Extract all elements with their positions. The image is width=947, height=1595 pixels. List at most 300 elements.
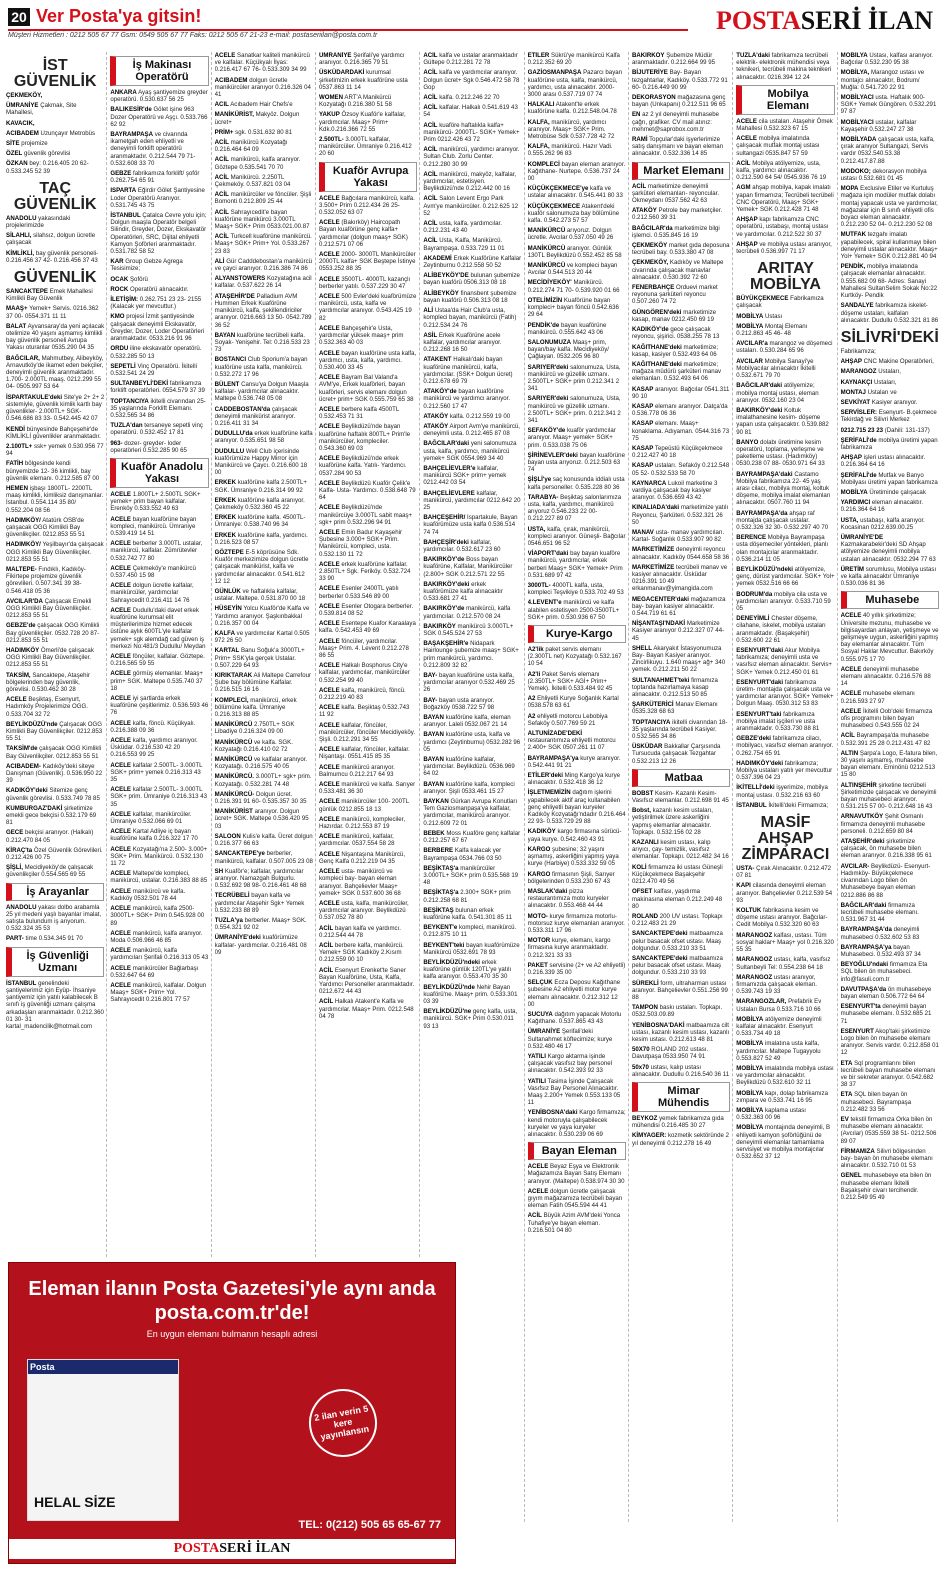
ad-keyword: MANİKÜRCÜ xyxy=(527,227,566,235)
column-1 xyxy=(6,52,107,1257)
classified-ad xyxy=(632,701,730,715)
newspaper-title: Posta xyxy=(28,1360,178,1374)
ad-body: Uzunçayır Metrobüs xyxy=(40,129,96,137)
ad-body: Makyöz. Dolgun ücret+ xyxy=(214,111,300,126)
classified-ad xyxy=(6,805,104,827)
ad-body: 2.300+ SGK+ prim 0.212.258 68 81 xyxy=(423,889,511,904)
ad-body: işbaşı 1800TL- 2200TL maaş kimlikli, kimliksiz danışmanlar. İstanbul. 0.554.114 35 80/ 0.552.204 08 56 xyxy=(6,484,104,514)
ad-keyword: ACELE xyxy=(318,637,340,645)
ad-keyword: BAĞCILAR'daki xyxy=(423,440,470,448)
classified-ad xyxy=(110,422,208,436)
category-heading: Muhasebe xyxy=(841,591,939,609)
classified-ad xyxy=(632,839,730,861)
classified-ad xyxy=(6,904,104,933)
ad-body: Şehit Osmanlı firmamıza deneyimli muhasebe personeli. 0.212.659 80 84 xyxy=(840,813,925,835)
ad-body: Kalfa kalacak yer Bayrampaşa 0534.766 03 50 xyxy=(423,847,502,862)
ad-body: dağıtım yapacak Motorlu Kağıthane. 0.537.865 43 43 xyxy=(527,1010,622,1026)
ad-keyword: ALİBEYKÖY'DE xyxy=(423,272,469,280)
classified-ad xyxy=(841,399,939,406)
ad-body: matbaamıza pelur basacak ofset ustası. Maaş dolgundur. 0.533.210 33 51 xyxy=(631,930,723,952)
ad-body: usta- manav yardımcıları. Kartal- Soğanlık 0.533.907 90 82 xyxy=(631,528,725,544)
ad-body: kuaförüne kalfa, kompleci aranıyor. Şişli 0533.461 15 27 xyxy=(423,780,515,795)
ad-body: Manikürcü. 0.212.274 71 70- 0.539.920 01 66 xyxy=(527,279,620,294)
classified-ad xyxy=(736,956,834,970)
classified-ad xyxy=(736,679,834,708)
ad-body: Bağcılara manikürcü, kalfa. 3.500+ Prim 0.212.434 26 25- 0.532.052 63 07 xyxy=(318,194,415,217)
ad-body: Kadıköy ve Maltepe civarında çalışacak manavlar alınacaktır. 0.530.392 72 60 xyxy=(631,259,724,281)
classified-ad xyxy=(6,130,104,137)
ad-keyword: AVCILAR'DA xyxy=(6,597,43,605)
ad-body: Pazarcı bayan kuaförüne usta, kalfa, manikürcü, yardımcı, usta alınacaktır. 2000- 3000 arası 0.537.719 07 74 xyxy=(527,69,623,99)
ad-body: 4000TL kalfa, usta, kompleci Teşvikiye 0.533.702 49 53 xyxy=(527,582,624,597)
classified-ad xyxy=(528,364,626,393)
ad-keyword: ACELE xyxy=(110,653,131,660)
ad-keyword: TECRÜBELİ xyxy=(214,892,250,900)
classified-ad xyxy=(841,732,939,746)
ad-keyword: GENEL xyxy=(840,1172,862,1180)
classified-ad xyxy=(736,932,834,954)
classified-ad xyxy=(528,713,626,727)
ad-body: manikürcü aranıyor. Balmumcu 0.212.217 64 93 xyxy=(318,763,395,778)
category-heading: Kuaför Avrupa Yakası xyxy=(319,162,417,192)
ad-body: ahşap raf montajda çalışacak ustalar. 0.532.326 32 30- 0.532.297 40 70 xyxy=(736,509,829,531)
ad-body: 500 Evler'deki kuaförümüze manikürcü, usta, kalfa ve yardımcılar aranıyor. 0.543.425 19 82 xyxy=(318,293,417,322)
ad-keyword: ŞERİFALİ'de xyxy=(840,436,877,444)
ad-body: Bay- Bayan tezgahtarlar, Kadıköy. 0.533.772 91 60- 0.216.449 90 99 xyxy=(631,69,728,91)
ad-keyword: ACELE xyxy=(318,662,340,670)
ad-body: Group Gebze Agrega Tesisimize; xyxy=(110,258,183,273)
ad-body: ROLAND 202 ustası. Davutpaşa 0533.950 74 91 xyxy=(631,1046,709,1061)
ad-body: kalfa, manikürcü, föncü. 0.212.219 40 83 xyxy=(318,686,406,702)
classified-ad xyxy=(110,720,208,734)
ad-keyword: USTA, xyxy=(840,516,859,524)
ad-keyword: KAR xyxy=(110,258,124,266)
ad-keyword: VİAPORT'daki xyxy=(527,550,569,558)
ad-body: Paket Servis elemanı (2.350TL+ SGK+ AGİ+ Prim+ Yemek). İkitelli 0.533.484 92 45 xyxy=(527,670,613,693)
ad-keyword: BAŞAKŞEHİR'e xyxy=(423,640,469,648)
ad-keyword: HADIMKÖY xyxy=(6,646,40,654)
ad-body: fabrikamıza iskelet- döşeme ustaları, kalfaları alınacaktır. Dudullu 0.532.321 81 86 xyxy=(840,302,939,324)
ad-body: kalfalar, föncüler, manikürcüler, föncüler Mecidiyeköy. Şişli. 0.212.291 34 55 xyxy=(318,721,416,744)
ad-keyword: İSPARTAKULE'deki xyxy=(6,393,63,401)
ad-body: Chester döşeme, cilahane, iskelet, mobilya ustaları aranmaktadır. (Başakşehir) 0.532.600 22 61 xyxy=(736,615,826,644)
classified-ad xyxy=(215,77,313,99)
ad-body: kuaför yardımcılar aranıyor. Maaş+ yemek+ SGK+ prim. 0.533.038 75 06 xyxy=(527,427,616,449)
ad-keyword: BAYAN xyxy=(423,756,444,764)
ad-keyword: EN xyxy=(631,111,641,119)
classified-ad xyxy=(6,622,104,644)
ad-body: mobilya imalatında çalışacak mutfak montaj ustası sultangazi 0535.847 57 59 xyxy=(736,135,820,157)
ad-body: dolgun ücretle kalfalar, manikürcüler, yardımcılar Sahrayıcedit 0.216.411 14 76 xyxy=(110,582,194,604)
ad-body: Bayrampaşa'da muhasebe 0.532.391 25 28 0.212.431 47 82 xyxy=(840,732,931,747)
classified-ad xyxy=(110,965,208,979)
ad-keyword: ÜMRANİYE xyxy=(527,1028,561,1036)
ad-body: Şarpa'a Logo, E-fatura bilen, 30 yaşını aşmamış, muhasebe bayan elemanı. Eminönü 0212.513 15 80 xyxy=(840,749,938,779)
classified-ad xyxy=(110,565,208,579)
ad-keyword: MOBİLYA xyxy=(736,1106,764,1114)
ad-body: ehliyetli motorcu Lebobiya Sefaköy 0.507.769 59 21 xyxy=(527,712,608,727)
ad-body: Akop'taki şirketimize Logo bilen ön muhasebe elemanı aranıyor. Servis vardır. 0.212.858 01 12 xyxy=(840,1027,939,1057)
ad-keyword: BEYLİKDÜZÜ'nde xyxy=(423,983,475,991)
ad-body: Exclusive Etiler ve Kurtuluş mağaza için modüler mutfak dolabı montaj yapacak usta ve yardımcılar, mağazalar için B sınıfı ehliyetli ofis boyacı eleman alınacaktır. 0.212.230 52 04- 0.212.230 52 08 xyxy=(840,185,938,229)
classified-ad xyxy=(736,295,834,309)
classified-ad xyxy=(423,756,521,778)
ad-keyword: MOBİLYACI xyxy=(840,118,874,126)
classified-ad xyxy=(841,838,939,860)
classified-ad xyxy=(528,1078,626,1107)
ad-keyword: BEBEK xyxy=(423,829,445,837)
ad-keyword: ERKEK xyxy=(214,479,236,487)
ad-body: Atakent'te erkek kuaförüne kalfa. 0.212.548.04.78 xyxy=(527,101,617,116)
ad-body: manikürcü, makyöz, kalfalar, yardımcılar, estetisyen. Beylikdüzü'nde 0.212.442 00 16 xyxy=(423,170,517,193)
ad-body: Akur Mobilya fabrikamıza; deneyimli usta ve vasıfsız eleman alınacaktır. Servis+ SGK+ Yemek 0.212.450 01 61 xyxy=(736,647,832,676)
ad-keyword: İSTANBUL xyxy=(110,212,141,220)
ad-body: yakasındaki projelerimizde xyxy=(6,214,71,230)
column-2 xyxy=(110,52,211,1257)
ad-keyword: ÖZKAN xyxy=(6,160,28,168)
ad-body: market gıda deposuna tecrübeli bay. 0.533.380 47 08 xyxy=(631,242,730,257)
classified-ad xyxy=(736,407,834,436)
column-4 xyxy=(319,52,420,1257)
ad-keyword: ANADOLU xyxy=(6,214,37,222)
ad-keyword: BAKIRKÖY'de xyxy=(423,605,465,613)
classified-ad xyxy=(736,802,834,809)
classified-ad xyxy=(423,220,521,234)
classified-ad xyxy=(319,529,417,558)
ad-body: Airport Avm'ye manikürcü, deneyimli usta. 0.212.465 87 08 xyxy=(423,422,520,438)
ad-keyword: ALİ xyxy=(423,307,434,315)
ad-body: Site'ye 2+ 2+ 2 sistemiyle, güvenlik kimlik kartlı bay güvenlikler- 2.000TL+ SGK- 0.546.686 83 33- 0.542.445 42 07 xyxy=(6,393,105,423)
ad-keyword: ANADOLU xyxy=(6,903,37,911)
ad-keyword: WOMEN xyxy=(318,94,344,102)
classified-ad xyxy=(423,984,521,1006)
ad-body: kalfa, çırak, manikürcü, kompleci aranıyor. Güneşli- Bağcılar 0546.651 96 52 xyxy=(527,525,626,547)
ad-body: kalfalar 2.500TL- 3.000TL SGK+ prim. Ümraniye 0.216.313 43 35 xyxy=(110,786,208,808)
classified-ad xyxy=(841,813,939,835)
ad-body: fönçüler, kalfalar. Göztepe. 0.216.565 59 55 xyxy=(110,653,205,668)
ad-keyword: TAKSİM'de xyxy=(6,745,38,753)
ad-body: kalfa. Beşiktaş 0.532.743 11 92 xyxy=(318,704,410,719)
ad-keyword: ACELE xyxy=(110,964,131,972)
ad-body: mobilya üretimi yapan fabrikamıza xyxy=(840,436,938,451)
classified-ad xyxy=(215,647,313,669)
classified-ad xyxy=(736,184,834,213)
ad-body: çalışacak OGG Kimlikli Bay Güvenlikçiler. 0212.853 55 51 xyxy=(6,745,102,760)
ad-body: çalışacak usta, kalfa, çırak aranıyor Sultangazi, Servis vardır 0532.540.53.38 0.212.417.87.88 xyxy=(840,136,935,165)
category-heading: Bayan Eleman xyxy=(528,1142,626,1160)
classified-ad xyxy=(6,140,104,147)
ad-body: saç konusunda iddialı usta kalfa personeller. 0.535.228 80 36 xyxy=(527,476,625,491)
ad-keyword: 3000TL- xyxy=(527,582,551,589)
ad-body: manikürcü, kalfalar. Dolgun Maaş+ SGK+ Prim+ Yol. Sahrayıcedit 0.216.801 77 57 xyxy=(110,981,207,1004)
ad-keyword: ACELE xyxy=(527,1163,549,1171)
ad-body: Boss bayan kuaförüne, Kalfalar, Manikürcüler (2.800+ SGK 0.212.571 22 55 xyxy=(423,556,513,578)
classified-ad xyxy=(423,623,521,637)
classified-ad xyxy=(736,615,834,644)
classified-ad xyxy=(110,653,208,667)
classified-ad xyxy=(841,119,939,133)
classified-ad xyxy=(110,398,208,420)
ad-body: restaurantımıza ehliyetli motorcu 2.400+ SGK 0507.261 11 07 xyxy=(527,737,616,752)
ad-keyword: ACİL xyxy=(214,173,229,181)
ad-body: tecrübeli manav ve kasiyer alınacaktır. Üsküdar 0216.391 10 49 erkanmanav@yimangida.com xyxy=(631,563,728,593)
ad-keyword: MARANGOZ xyxy=(736,931,773,939)
ad-keyword: ÜMRANİYE xyxy=(318,52,352,59)
ad-body: erkek kuaförüne kalfa aranıyor. 0.535.651 98 58 xyxy=(214,430,313,445)
ad-body: 200 UV ustası. Topkapı 0.212.483 21 29 xyxy=(631,912,723,928)
classified-ad xyxy=(528,695,626,709)
classified-ad xyxy=(215,514,313,528)
classified-ad xyxy=(423,798,521,827)
classified-ad xyxy=(736,735,834,757)
ad-body: Ustası, kalfası aranıyor. Bağcılar 0.532.230 95 38 xyxy=(840,52,933,67)
ad-body: kuaförüne kalfa. 4500TL- Ümraniye: 0.538.740 96 34 xyxy=(214,514,306,529)
classified-ad xyxy=(841,1172,939,1201)
classified-ad xyxy=(736,647,834,676)
ad-body: Kozyatağı'na 2.500- 3.000+ SGK+ Prim. Manikürcü. 0.532.130 11 72 xyxy=(110,845,208,868)
classified-ad xyxy=(528,772,626,786)
classified-ad xyxy=(423,423,521,437)
classified-ad xyxy=(319,111,417,133)
classified-ad xyxy=(841,666,939,688)
ad-keyword: MOPA xyxy=(840,185,859,193)
classified-ad xyxy=(632,111,730,133)
ad-body: dolgun ücretle manikürcüler aranıyor 0.216.326 04 41 xyxy=(214,76,311,99)
classified-ad xyxy=(632,677,730,699)
ad-body: fabrikamıza forklift operatörleri. 0554.579 37 39 xyxy=(110,380,205,395)
classified-ad xyxy=(6,485,104,514)
classified-ad xyxy=(423,290,521,304)
ad-keyword: BAĞCILAR'daki xyxy=(840,901,887,909)
classified-ad xyxy=(319,942,417,964)
ad-keyword: SANCAKTEPE'deki xyxy=(631,930,688,938)
classified-ad xyxy=(110,786,208,808)
ad-body: kurye, elemanı, kargo firmasına kurye aranmaktadır. 0.212.321 33 33 xyxy=(527,937,611,959)
ad-body: kuaförüne usta, kalfa ve yardımcı (Zeytinburnu) 0532.282 96 05 xyxy=(423,731,521,753)
classified-ad xyxy=(423,865,521,887)
ad-keyword: ŞİŞLİ'ye xyxy=(527,476,552,484)
ad-body: kuaförüne tecrübeli kalfa. Soyak- Yenişehir. Tel: 0.216.533 23 73 xyxy=(214,331,310,354)
ad-body: bay güvenlik personeli- 0.216.456 37 42- 0.216.456 37 43 xyxy=(6,249,99,264)
classified-ad xyxy=(841,566,939,588)
classified-ad xyxy=(841,1028,939,1057)
classified-ad xyxy=(632,52,730,66)
classified-ad xyxy=(215,381,313,403)
ad-keyword: ACİL xyxy=(214,191,229,199)
ad-body: Bahçeşehir'e Usta, yardımcılar yüksek maaş+ prim 0.532.363 40 03 xyxy=(318,324,404,347)
ad-keyword: İLETİŞİM: xyxy=(110,296,139,304)
ad-body: finansbent şubemize bayan kuaförü 0.506.313 08 18 xyxy=(423,289,517,304)
ad-body: Şerifali'ye yardımcı aranıyor. 0.216.365 79 51 xyxy=(318,52,405,67)
ad-keyword: ERKEK xyxy=(214,496,236,504)
ad-body: Beylikdüzü'nde erkek kuaförüne kalfa. Yatılı- Yardımcı. 0537.284 90 53 xyxy=(318,455,407,477)
ad-body: Mecidiyeköy'de çalışacak güvenlikçiler 0.554.565 69 55 xyxy=(6,864,94,879)
classified-ad xyxy=(632,888,730,910)
ad-body: bayan kuaförüne usta kalfa, yardımcı, usta, kalfa, yardımcı. 0.530.400 33 45 xyxy=(318,349,417,371)
classified-ad xyxy=(215,739,313,753)
classified-ad xyxy=(110,131,208,167)
classified-ad xyxy=(423,889,521,903)
classified-ad xyxy=(632,980,730,1002)
ad-body: Özel Güvenlik Görevlileri. 0.212.426 00 75 xyxy=(6,846,103,862)
ad-body: muhasebeye eta bilen ön muhasebe elemanı İkitelli Başakşehir civarı tercihendir. 0.212.549 95 49 xyxy=(840,1172,932,1202)
ad-keyword: DAVUTPAŞA'da xyxy=(840,985,887,993)
classified-ad xyxy=(528,871,626,885)
classified-ad xyxy=(110,846,208,868)
classified-ad xyxy=(736,340,834,354)
category-heading: İş Güvenliği Uzmanı xyxy=(6,947,104,977)
ad-body: kalfa ve ustalar alınacaktır. 0.545.441 80 33 xyxy=(527,185,623,200)
ad-body: matbaamıza pelur basacak ofset ustası. Maaş dolgundur. 0.533.210 33 93 xyxy=(631,954,723,977)
ad-keyword: BOBST xyxy=(631,789,654,797)
classified-ad xyxy=(215,111,313,125)
classified-ad xyxy=(110,540,208,562)
ad-keyword: ACELE xyxy=(318,833,340,841)
ad-body: Moss Kuaföre genç kalfalar 0.212.257 67 67 xyxy=(423,829,521,845)
classified-ad xyxy=(110,930,208,944)
ad-body: Nişantaşına Manikürcü, Genç Kalfa 0.212.219 04 35 xyxy=(318,850,406,865)
ad-keyword: BAKIRKÖY'de xyxy=(423,556,465,564)
ad-keyword: ACELE xyxy=(110,947,131,955)
ad-keyword: MECİDİYEKÖY' xyxy=(527,279,572,287)
ad-keyword: ACELE xyxy=(318,293,340,301)
ad-body: bulunan erkek kuaförüne kalfa. 0.541.301 85 11 xyxy=(423,906,512,921)
ad-keyword: ACELE xyxy=(318,504,340,512)
ad-body: kalfa. 0.212.246 22 70 xyxy=(439,94,500,102)
classified-ad xyxy=(632,645,730,674)
classified-ad xyxy=(215,191,313,205)
classified-ad xyxy=(110,870,208,884)
ad-body: Bayram Bal Valand'a AVM'ye, Erkek kuaförleri, bayan kuaförleri, servis elemanı dolgun ücret+ prim+ SGK 0.555.759 65 38 xyxy=(318,374,414,403)
ad-keyword: KASAP xyxy=(631,402,654,410)
ad-keyword: YENİBOSNA'DAKİ xyxy=(631,1021,685,1029)
ad-keyword: BALIKESİR'de xyxy=(110,106,152,114)
classified-ad xyxy=(319,816,417,830)
ad-keyword: ÜRETİM xyxy=(840,565,864,573)
ad-keyword: BANYO xyxy=(736,438,759,446)
ad-body: kalfa, yardımcı aranıyor. Üsküdar. 0.216.530 42 20 0.216.553 99 25 xyxy=(110,737,198,759)
classified-ad xyxy=(319,195,417,217)
classified-ad xyxy=(423,388,521,410)
classified-ad xyxy=(110,888,208,902)
classified-ad xyxy=(423,255,521,269)
classified-ad xyxy=(423,465,521,487)
classified-ad xyxy=(528,671,626,693)
ad-keyword: ACELE xyxy=(527,1187,549,1195)
ad-keyword: 2.500TL- xyxy=(318,136,344,144)
ad-body: firmamıza tecrübeli muhasebe elemanı. 0.531.967 31 44 xyxy=(840,901,919,924)
banner-logo-posta: POSTA xyxy=(173,1541,220,1556)
ad-keyword: BEYOĞLU'ndaki xyxy=(840,961,889,969)
classified-ad xyxy=(423,781,521,795)
classified-ad xyxy=(632,344,730,358)
ad-keyword: ACIL xyxy=(214,101,229,109)
classified-ad xyxy=(736,1107,834,1121)
classified-ad xyxy=(528,119,626,141)
classified-ad xyxy=(423,1008,521,1030)
classified-ad xyxy=(841,1003,939,1025)
ad-keyword: KASAP xyxy=(631,420,654,428)
ad-keyword: ACELE xyxy=(110,761,131,769)
ad-body: ve kalfalar aranıyor. Kozyatağı. 0.216.575 40 05 xyxy=(214,756,308,771)
ad-keyword: ACİL xyxy=(318,924,334,932)
ad-body: tersaneye sepetli vinç operatörü. 0.532.452 17 81 xyxy=(110,422,203,437)
ad-keyword: ACELE xyxy=(318,349,340,357)
ad-keyword: ACİL xyxy=(527,1212,542,1220)
classified-ad xyxy=(423,731,521,753)
ad-keyword: BAKIRKÖY'deki xyxy=(736,406,783,414)
classified-ad xyxy=(319,423,417,452)
ad-body: elemanı aranıyor. Datça'da 0.536.778 06 36 xyxy=(631,402,728,418)
ad-body: kalfa ve ustalar aranmaktadır Gültepe 0.212.281 72 78 xyxy=(423,52,518,67)
ad-keyword: ACELE xyxy=(110,564,131,572)
ad-keyword: ACELE xyxy=(736,135,757,143)
classified-ad xyxy=(215,258,313,272)
ad-body: Büyük Azim AVM'deki Yonca Tuhafiye'ye bayan eleman. 0.216.501 04 80 xyxy=(527,1212,621,1234)
classified-ad xyxy=(632,1004,730,1018)
classified-ad xyxy=(6,980,104,1030)
ad-keyword: ALYANSTOWERS xyxy=(214,275,266,283)
ad-keyword: ACELE xyxy=(318,899,340,907)
ad-keyword: MOBİLYA xyxy=(840,52,868,59)
ad-keyword: ACELE xyxy=(318,194,340,202)
newspaper-headline: HELAL SİZE xyxy=(34,1494,116,1510)
ad-body: (Dahili: 131-137) xyxy=(884,426,930,434)
ad-body: servisine (2+ ve A2 ehliyetli) 0.216.339 35 00 xyxy=(527,961,626,976)
ad-body: Topçular'daki işyerlerimize satış danışmanı ve bayan eleman alınacaktır. 0.532.336 14 85 xyxy=(631,136,724,158)
classified-ad xyxy=(841,368,939,375)
ad-body: kazanlı kesim ustaları, yetiştirilmek üzere askerliğini yapmış elemanlar alınacaktır. Topkapı. 0.532.156 02 28 xyxy=(631,807,713,836)
ad-keyword: ESENYURT xyxy=(840,1027,874,1035)
ad-keyword: ACİL xyxy=(423,220,438,228)
banner-logo xyxy=(9,1539,455,1559)
classified-ad xyxy=(528,395,626,424)
display-heading: MASİF AHŞAP ZİMPARACI xyxy=(741,814,830,864)
ad-keyword: GEBZE'deki xyxy=(736,735,771,743)
ad-body: Ehliyetli Kurye Soğanlık Kartal 0538.578 63 61 xyxy=(527,695,619,710)
classified-ad xyxy=(841,454,939,468)
classified-ad xyxy=(528,279,626,293)
ad-keyword: BAYRAMPAŞA'ya xyxy=(840,943,892,951)
classified-ad xyxy=(841,409,939,423)
classified-ad xyxy=(423,714,521,728)
ad-keyword: ACELE xyxy=(840,690,862,698)
ad-keyword: ATAKÖY'de xyxy=(423,388,457,396)
classified-ad xyxy=(423,556,521,578)
classified-ad xyxy=(319,603,417,617)
ad-body: tekstil firmamıza Orka bilen ön muhasebe elemanı alınacaktır. (Avcılar) 0535.559 38 51- 0212.506 89 07 xyxy=(840,1115,937,1145)
classified-ad xyxy=(215,791,313,805)
ad-keyword: ACELE xyxy=(318,560,340,568)
ad-keyword: EV xyxy=(840,1115,849,1123)
ad-keyword: ACELE xyxy=(110,540,131,548)
ad-body: CNC Makine Operatörleri, xyxy=(863,358,934,366)
ad-keyword: BAYRAMPAŞA xyxy=(110,131,153,139)
ad-keyword: ALTINŞEHİR xyxy=(840,781,877,789)
classified-ad xyxy=(6,566,104,595)
ad-keyword: ACELE xyxy=(840,612,862,620)
classified-ad xyxy=(215,174,313,188)
ad-body: Silivri bölgesinden bay- bayan ön muhasebe elemanı alınacaktır. 0.532.710 01 53 xyxy=(840,1147,933,1170)
ad-keyword: ETA xyxy=(840,1091,853,1099)
ad-keyword: DUDULLU'da xyxy=(214,430,253,438)
ad-body: manikürcü ve kalfa. Kadıköy 0532.501 78 44 xyxy=(110,887,186,902)
ad-keyword: A2 xyxy=(527,712,536,720)
classified-ad xyxy=(841,863,939,899)
classified-ad xyxy=(736,1090,834,1104)
classified-ad xyxy=(319,219,417,248)
ad-body: Kargo aktarma işinde çalışacak vasıfsız bay personel alınacaktır. 0.542.393 92 33 xyxy=(527,1052,612,1075)
